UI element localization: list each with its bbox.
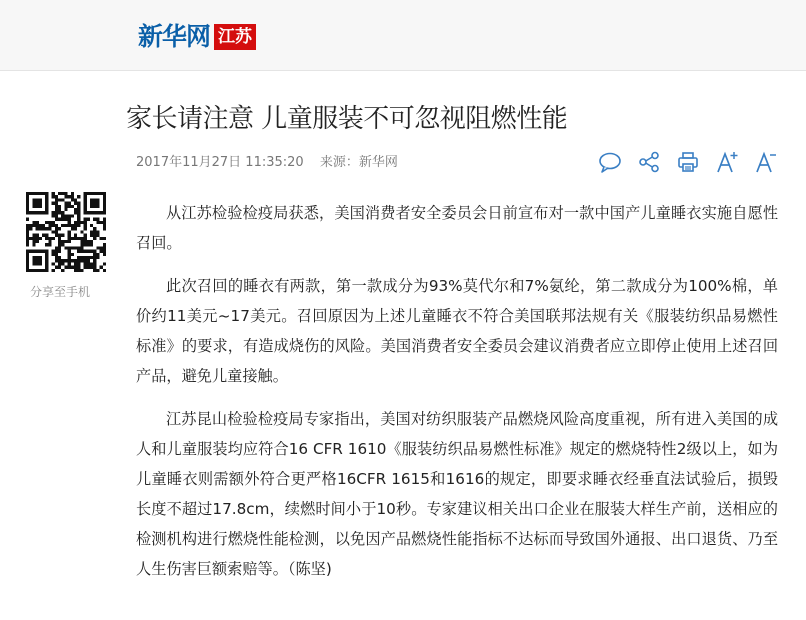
print-icon (677, 151, 699, 173)
qr-share-label: 分享至手机 (30, 285, 91, 299)
comment-icon (598, 151, 622, 173)
share-icon (638, 151, 660, 173)
article-source: 新华网 (358, 155, 398, 170)
article-title: 家长请注意 儿童服装不可忽视阻燃性能 (126, 104, 568, 134)
site-header (0, 0, 806, 71)
font-increase-button[interactable] (707, 148, 746, 176)
source-label: 来源： (319, 155, 359, 170)
logo-region-badge: 江苏 (214, 24, 256, 50)
article-body (136, 198, 778, 597)
font-increase-icon (715, 150, 739, 174)
article-paragraph: 江苏昆山检验检疫局专家指出，美国对纺织服装产品燃烧风险高度重视，所有进入美国的成人和儿童服装均应符合16 CFR 1610《服装纺织品易燃性标准》规定的燃烧特性2级以上，如为儿童睡衣则需额外符合更严格16CFR 1615和1616的规定，即要求睡衣经垂直法试验后，损毁长度不超过17.8cm，续燃时间小于10秒。专家建议相关出口企业在服装大样生产前，送相应的检测机构进行燃烧性能检测，以免因产品燃烧性能指标不达标而导致国外通报、出口退货、乃至人生伤害巨额索赔等。（陈坚) (136, 410, 778, 578)
comment-button[interactable] (590, 148, 629, 176)
font-decrease-button[interactable] (746, 148, 785, 176)
font-decrease-icon (754, 150, 778, 174)
article-meta (136, 154, 410, 172)
article-toolbar (590, 148, 785, 176)
logo-main-text: 新华网 (138, 22, 211, 51)
qr-code (26, 192, 106, 272)
share-button[interactable] (629, 148, 668, 176)
article-paragraph: 此次召回的睡衣有两款，第一款成分为93%莫代尔和7%氨纶，第二款成分为100%棉，单价约11美元~17美元。召回原因为上述儿童睡衣不符合美国联邦法规有关《服装纺织品易燃性标准》的要求，有造成烧伤的风险。美国消费者安全委员会建议消费者应立即停止使用上述召回产品，避免儿童接触。 (136, 277, 778, 385)
print-button[interactable] (668, 148, 707, 176)
site-logo[interactable] (138, 22, 256, 52)
article-paragraph: 从江苏检验检疫局获悉，美国消费者安全委员会日前宣布对一款中国产儿童睡衣实施自愿性召回。 (136, 204, 778, 252)
article-datetime: 2017年11月27日 11:35:20 (136, 155, 304, 170)
